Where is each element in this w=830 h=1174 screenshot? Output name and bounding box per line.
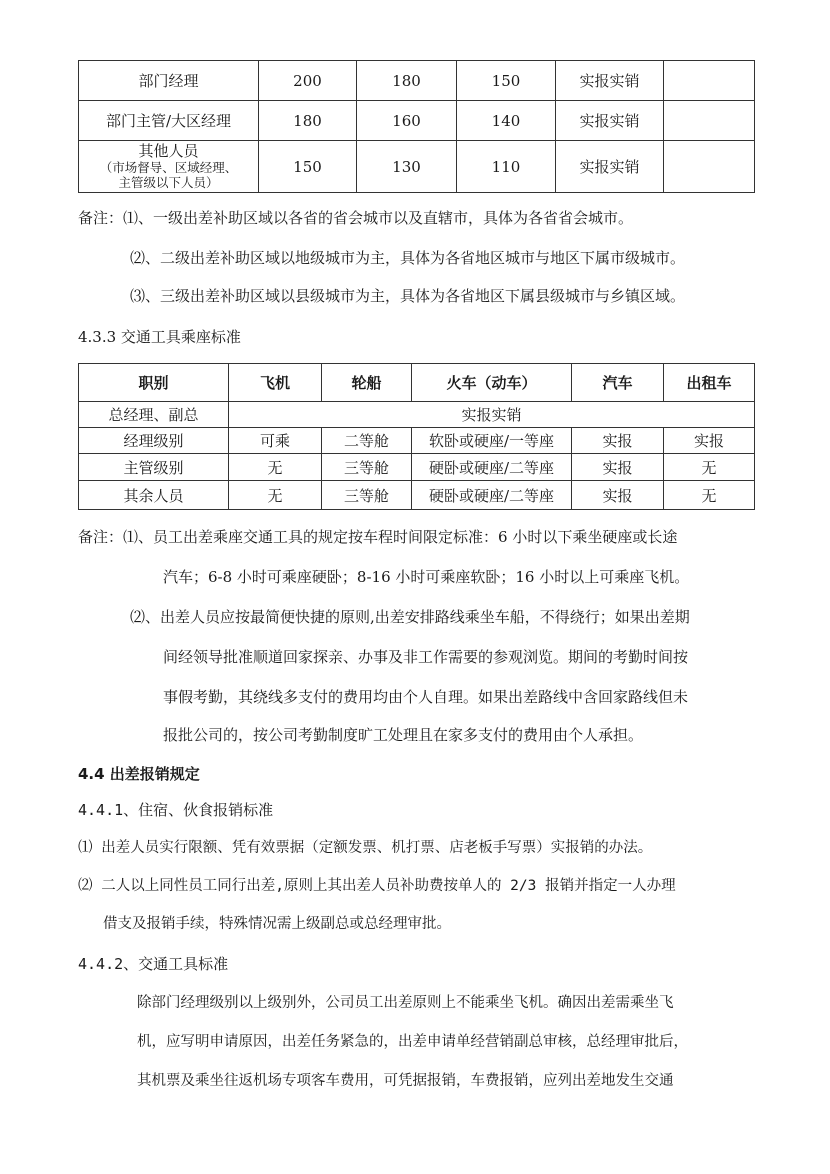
table-row xyxy=(79,454,755,481)
value-cell: 硬卧或硬座/二等座 xyxy=(412,481,572,510)
subsection-heading: 4.4.1、住宿、伙食报销标准 xyxy=(78,801,274,819)
value-cell xyxy=(664,141,755,193)
header-cell: 轮船 xyxy=(322,364,412,402)
note-line: 报批公司的，按公司考勤制度旷工处理且在家多支付的费用由个人承担。 xyxy=(163,726,644,744)
section-heading: 4.3.3 交通工具乘座标准 xyxy=(78,328,241,346)
value-cell: 实报 xyxy=(664,428,755,454)
note-line: 间经领导批准顺道回家探亲、办事及非工作需要的参观浏览。期间的考勤时间按 xyxy=(163,648,689,666)
value-cell: 软卧或硬座/一等座 xyxy=(412,428,572,454)
role-note: 主管级以下人员） xyxy=(118,175,219,190)
value-cell: 无 xyxy=(229,454,322,481)
header-cell: 火车（动车） xyxy=(412,364,572,402)
table-row xyxy=(79,101,755,141)
value-cell xyxy=(664,101,755,141)
value-cell: 160 xyxy=(357,101,457,141)
value-cell: 无 xyxy=(664,454,755,481)
value-cell xyxy=(664,61,755,101)
value-cell: 110 xyxy=(457,141,556,193)
transport-table xyxy=(78,363,755,510)
note-line: 事假考勤，其绕线多支付的费用均由个人自理。如果出差路线中含回家路线但未 xyxy=(163,688,689,706)
section-heading: 4.4 出差报销规定 xyxy=(78,765,200,783)
value-cell: 三等舱 xyxy=(322,454,412,481)
paragraph-line: 机，应写明申请原因，出差任务紧急的，出差申请单经营销副总审核，总经理审批后， xyxy=(137,1034,688,1050)
value-cell: 实报实销 xyxy=(556,101,664,141)
table-row xyxy=(79,141,755,193)
header-cell: 汽车 xyxy=(572,364,664,402)
note-line: ⑵、二级出差补助区域以地级城市为主，具体为各省地区城市与地区下属市级城市。 xyxy=(130,249,686,267)
subsection-heading: 4.4.2、交通工具标准 xyxy=(78,955,229,973)
table-row xyxy=(79,402,755,428)
table-row xyxy=(79,61,755,101)
value-cell: 200 xyxy=(259,61,357,101)
role-cell: 其余人员 xyxy=(79,481,229,510)
table-header-row xyxy=(79,364,755,402)
table-row xyxy=(79,481,755,510)
value-cell: 无 xyxy=(229,481,322,510)
value-cell: 140 xyxy=(457,101,556,141)
value-cell: 实报实销 xyxy=(556,61,664,101)
role-cell: 经理级别 xyxy=(79,428,229,454)
value-cell: 实报实销 xyxy=(556,141,664,193)
table-row xyxy=(79,428,755,454)
role-cell: 总经理、副总 xyxy=(79,402,229,428)
role-cell: 部门经理 xyxy=(79,61,259,101)
value-cell: 三等舱 xyxy=(322,481,412,510)
value-cell: 130 xyxy=(357,141,457,193)
note-line: 汽车；6-8 小时可乘座硬卧；8-16 小时可乘座软卧；16 小时以上可乘座飞机。 xyxy=(163,568,690,586)
paragraph-line: 借支及报销手续，特殊情况需上级副总或总经理审批。 xyxy=(103,916,451,932)
note-line: 备注：⑴、一级出差补助区域以各省的省会城市以及直辖市，具体为各省省会城市。 xyxy=(78,209,634,227)
header-cell: 出租车 xyxy=(664,364,755,402)
note-line: 备注：⑴、员工出差乘座交通工具的规定按车程时间限定标准：6 小时以下乘坐硬座或长途 xyxy=(78,528,678,546)
value-cell: 无 xyxy=(664,481,755,510)
value-cell: 150 xyxy=(259,141,357,193)
role-label: 其他人员 xyxy=(138,142,199,160)
role-note: （市场督导、区域经理、 xyxy=(99,160,238,175)
role-cell: 主管级别 xyxy=(79,454,229,481)
value-cell: 实报 xyxy=(572,454,664,481)
allowance-table xyxy=(78,60,755,193)
note-line: ⑶、三级出差补助区域以县级城市为主，具体为各省地区下属县级城市与乡镇区域。 xyxy=(130,287,686,305)
merged-cell: 实报实销 xyxy=(229,402,755,428)
role-cell: 部门主管/大区经理 xyxy=(79,101,259,141)
note-line: ⑵、出差人员应按最简便快捷的原则,出差安排路线乘坐车船，不得绕行；如果出差期 xyxy=(130,608,690,626)
value-cell: 实报 xyxy=(572,428,664,454)
header-cell: 职别 xyxy=(79,364,229,402)
value-cell: 二等舱 xyxy=(322,428,412,454)
paragraph-line: ⑵ 二人以上同性员工同行出差,原则上其出差人员补助费按单人的 2/3 报销并指定一人办理 xyxy=(78,878,676,894)
value-cell: 180 xyxy=(357,61,457,101)
paragraph-line: 其机票及乘坐往返机场专项客车费用，可凭据报销，车费报销，应列出差地发生交通 xyxy=(137,1073,674,1089)
header-cell: 飞机 xyxy=(229,364,322,402)
paragraph-line: ⑴ 出差人员实行限额、凭有效票据（定额发票、机打票、店老板手写票）实报销的办法。 xyxy=(78,840,653,856)
value-cell: 可乘 xyxy=(229,428,322,454)
value-cell: 实报 xyxy=(572,481,664,510)
paragraph-line: 除部门经理级别以上级别外，公司员工出差原则上不能乘坐飞机。确因出差需乘坐飞 xyxy=(137,995,674,1011)
value-cell: 硬卧或硬座/二等座 xyxy=(412,454,572,481)
value-cell: 150 xyxy=(457,61,556,101)
value-cell: 180 xyxy=(259,101,357,141)
role-cell xyxy=(79,141,259,193)
